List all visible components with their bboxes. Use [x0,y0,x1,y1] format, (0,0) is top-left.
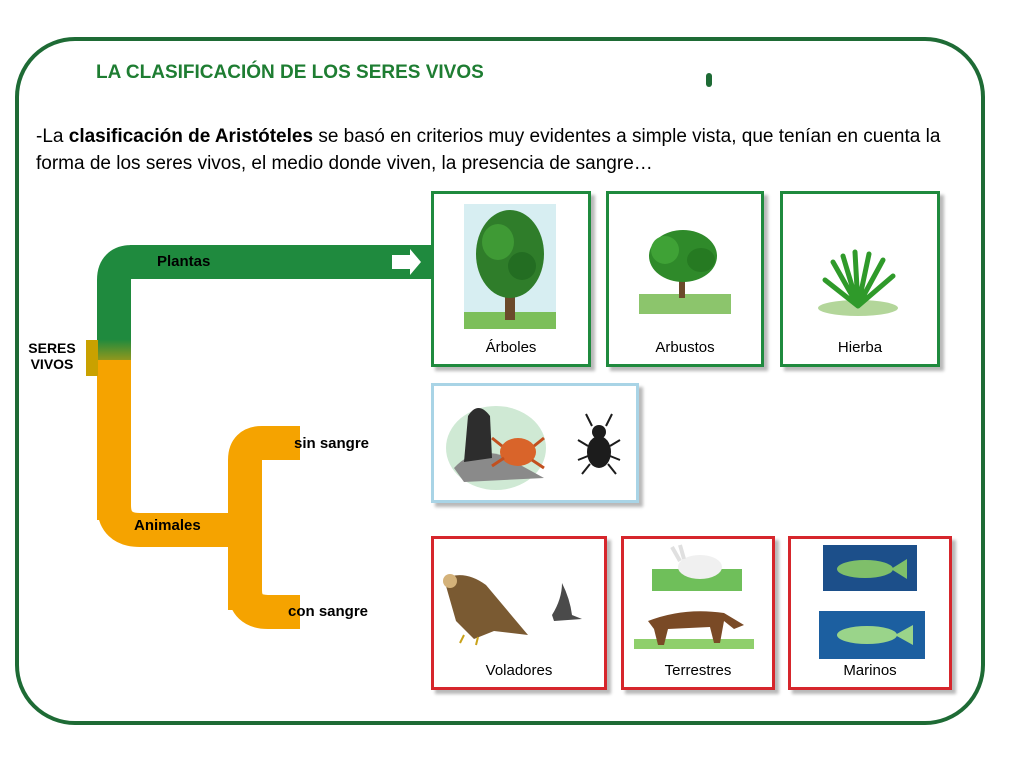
card-terrestres [621,536,775,690]
card-caption: Arbustos [655,339,715,356]
card-arboles [431,191,591,367]
card-caption: Árboles [485,339,537,356]
grass-icon [783,194,937,334]
branch-label-sin-sangre: sin sangre [294,435,370,452]
tree-icon [434,194,588,334]
shrub-icon [609,194,761,334]
card-sin-sangre [431,383,639,503]
card-arbustos [606,191,764,367]
branch-label-con-sangre: con sangre [288,603,369,620]
bird-icon [542,579,590,627]
branch-label-plantas: Plantas [157,253,211,270]
intro-rest: se basó en criterios muy evidentes a simple vista, que tenían en cuenta la forma de los seres vivos, el medio donde viven, la presencia de sangre… [36,126,941,174]
card-hierba [780,191,940,367]
card-caption: Voladores [485,662,553,679]
page-title: LA CLASIFICACIÓN DE LOS SERES VIVOS [96,62,484,83]
fish-icon [791,539,949,659]
animales-curve [114,360,245,530]
card-caption: Marinos [843,662,897,679]
beetle-icon [574,410,624,480]
root-stub [86,340,98,376]
root-line-1: SERES [28,340,76,356]
card-voladores [431,536,607,690]
card-marinos [788,536,952,690]
animales-split [245,443,300,610]
root-line-2: VIVOS [30,356,74,372]
trunk-path [114,262,430,520]
intro-bold: clasificación de Aristóteles [68,126,314,147]
wolf-icon [624,599,772,669]
intro-prefix: -La [36,126,69,147]
branch-label-animales: Animales [134,517,201,534]
card-caption: Terrestres [664,662,732,679]
root-label [20,340,84,372]
card-caption: Hierba [837,339,883,356]
